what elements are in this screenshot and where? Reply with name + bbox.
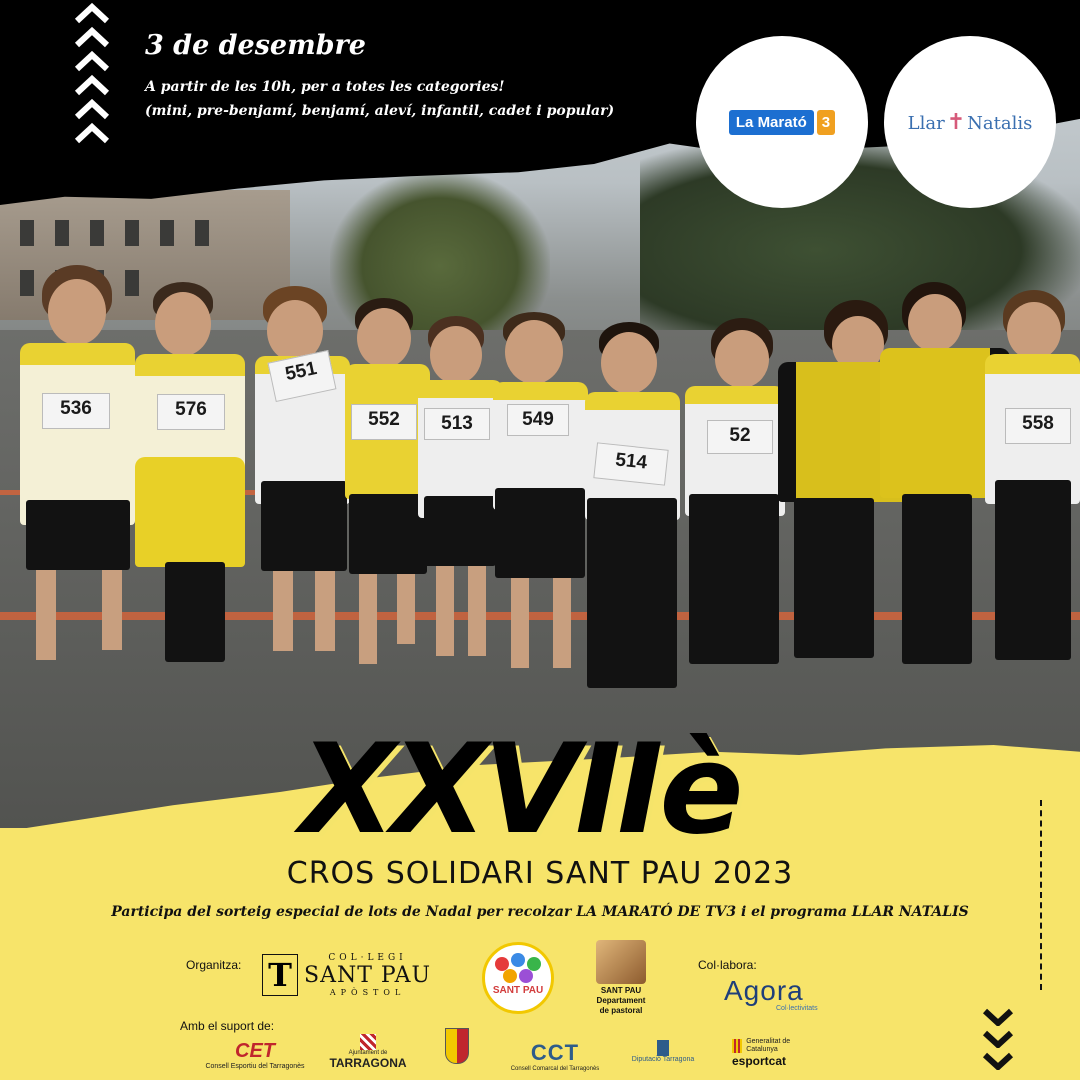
pastoral-school-name: SANT PAU: [600, 986, 642, 995]
ampa-logo-text: SANT PAU: [492, 985, 544, 996]
event-date: 3 de desembre: [145, 30, 366, 61]
chevron-down-icon: [982, 1008, 1014, 1026]
chevron-up-icon: [74, 2, 110, 24]
event-subtitle: Participa del sorteig especial de lots de Nadal per recolzar LA MARATÓ DE TV3 i el programa LLAR NATALIS: [111, 904, 969, 920]
bib-number: 513: [424, 408, 490, 440]
runner: [418, 316, 503, 701]
sponsor-name: CCT: [530, 1040, 580, 1065]
cross-icon: ✝: [946, 109, 966, 135]
agora-subtitle: Col·lectivitats: [776, 1005, 818, 1012]
sponsor-sub: esportcat: [732, 1054, 787, 1068]
sponsor-name: Generalitat de Catalunya: [746, 1038, 791, 1053]
sponsor-sub: Ajuntament de: [348, 1050, 388, 1056]
organitza-label: Organitza:: [186, 958, 242, 972]
marato-logo: [696, 36, 868, 208]
event-info: [145, 75, 614, 123]
sponsor-tarragona-logo: [328, 1034, 408, 1070]
marato-logo-text: La Marató: [729, 110, 814, 135]
event-info-line: A partir de les 10h, per a totes les categories!: [145, 79, 505, 95]
bib-number: 514: [593, 442, 668, 485]
runner: [985, 290, 1080, 710]
colabora-label: Col·labora:: [698, 958, 757, 972]
chevron-down-icon: [982, 1030, 1014, 1048]
ampa-logo: [482, 942, 554, 1014]
bib-number: 52: [707, 420, 773, 454]
school-line1: COL·LEGI: [328, 953, 407, 963]
runner: [880, 282, 990, 712]
runner: [778, 300, 888, 720]
suport-label: Amb el suport de:: [180, 1019, 275, 1033]
pastoral-line2: de pastoral: [599, 1006, 643, 1015]
sponsor-sub: Consell Comarcal del Tarragonès: [510, 1066, 600, 1072]
bib-number: 536: [42, 393, 110, 429]
llar-natalis-logo: [884, 36, 1056, 208]
tarragona-shield-icon: [360, 1034, 376, 1050]
dashed-line: [1040, 800, 1042, 990]
event-title: CROS SOLIDARI SANT PAU 2023: [286, 856, 794, 891]
runner: [685, 318, 785, 718]
runner: [585, 322, 680, 712]
bib-number: 552: [351, 404, 417, 440]
chevron-up-icon: [74, 98, 110, 120]
chevron-up-icon: [74, 74, 110, 96]
pastoral-logo: [592, 940, 650, 1020]
chevron-up-icon: [74, 26, 110, 48]
runner: [255, 286, 350, 696]
sponsor-generalitat-logo: [732, 1038, 812, 1068]
school-line3: APÒSTOL: [329, 988, 406, 997]
sponsor-shield-logo: [442, 1028, 472, 1064]
bib-number: 576: [157, 394, 225, 430]
chevron-down-icon: [982, 1052, 1014, 1070]
senyera-icon: [732, 1039, 742, 1053]
agora-name: Agora: [724, 975, 804, 1006]
bib-number: 551: [268, 350, 337, 402]
school-initial: T: [262, 954, 298, 996]
runner: [493, 312, 588, 717]
sponsor-cet-logo: [200, 1040, 310, 1070]
llar-logo-text: Llar: [907, 112, 945, 134]
natalis-logo-text: Natalis: [967, 112, 1033, 134]
edition-number: XXVIIè: [300, 718, 740, 862]
sponsor-diputacio-logo: [628, 1040, 698, 1063]
col-legi-sant-pau-logo: [262, 950, 437, 1000]
agora-logo: [724, 975, 818, 1012]
bib-number: 558: [1005, 408, 1071, 444]
sponsor-name: CET: [235, 1040, 275, 1062]
school-name: SANT PAU: [304, 963, 432, 988]
tv3-logo-text: 3: [817, 110, 835, 135]
pastoral-line1: Departament: [596, 996, 646, 1005]
runner: [135, 282, 250, 702]
sponsor-cct-logo: [505, 1040, 605, 1072]
pastoral-illustration: [596, 940, 646, 984]
sponsor-name: TARRAGONA: [329, 1056, 407, 1070]
bib-number: 549: [507, 404, 569, 436]
sponsor-sub: Consell Esportiu del Tarragonès: [205, 1063, 305, 1070]
event-categories: (mini, pre-benjamí, benjamí, aleví, infantil, cadet i popular): [145, 103, 615, 119]
coat-of-arms-icon: [445, 1028, 469, 1064]
chevron-up-icon: [74, 50, 110, 72]
chevron-up-icon: [74, 122, 110, 144]
runner: [20, 265, 140, 705]
sponsor-name: Diputació Tarragona: [631, 1056, 695, 1063]
diputacio-icon: [657, 1040, 669, 1056]
